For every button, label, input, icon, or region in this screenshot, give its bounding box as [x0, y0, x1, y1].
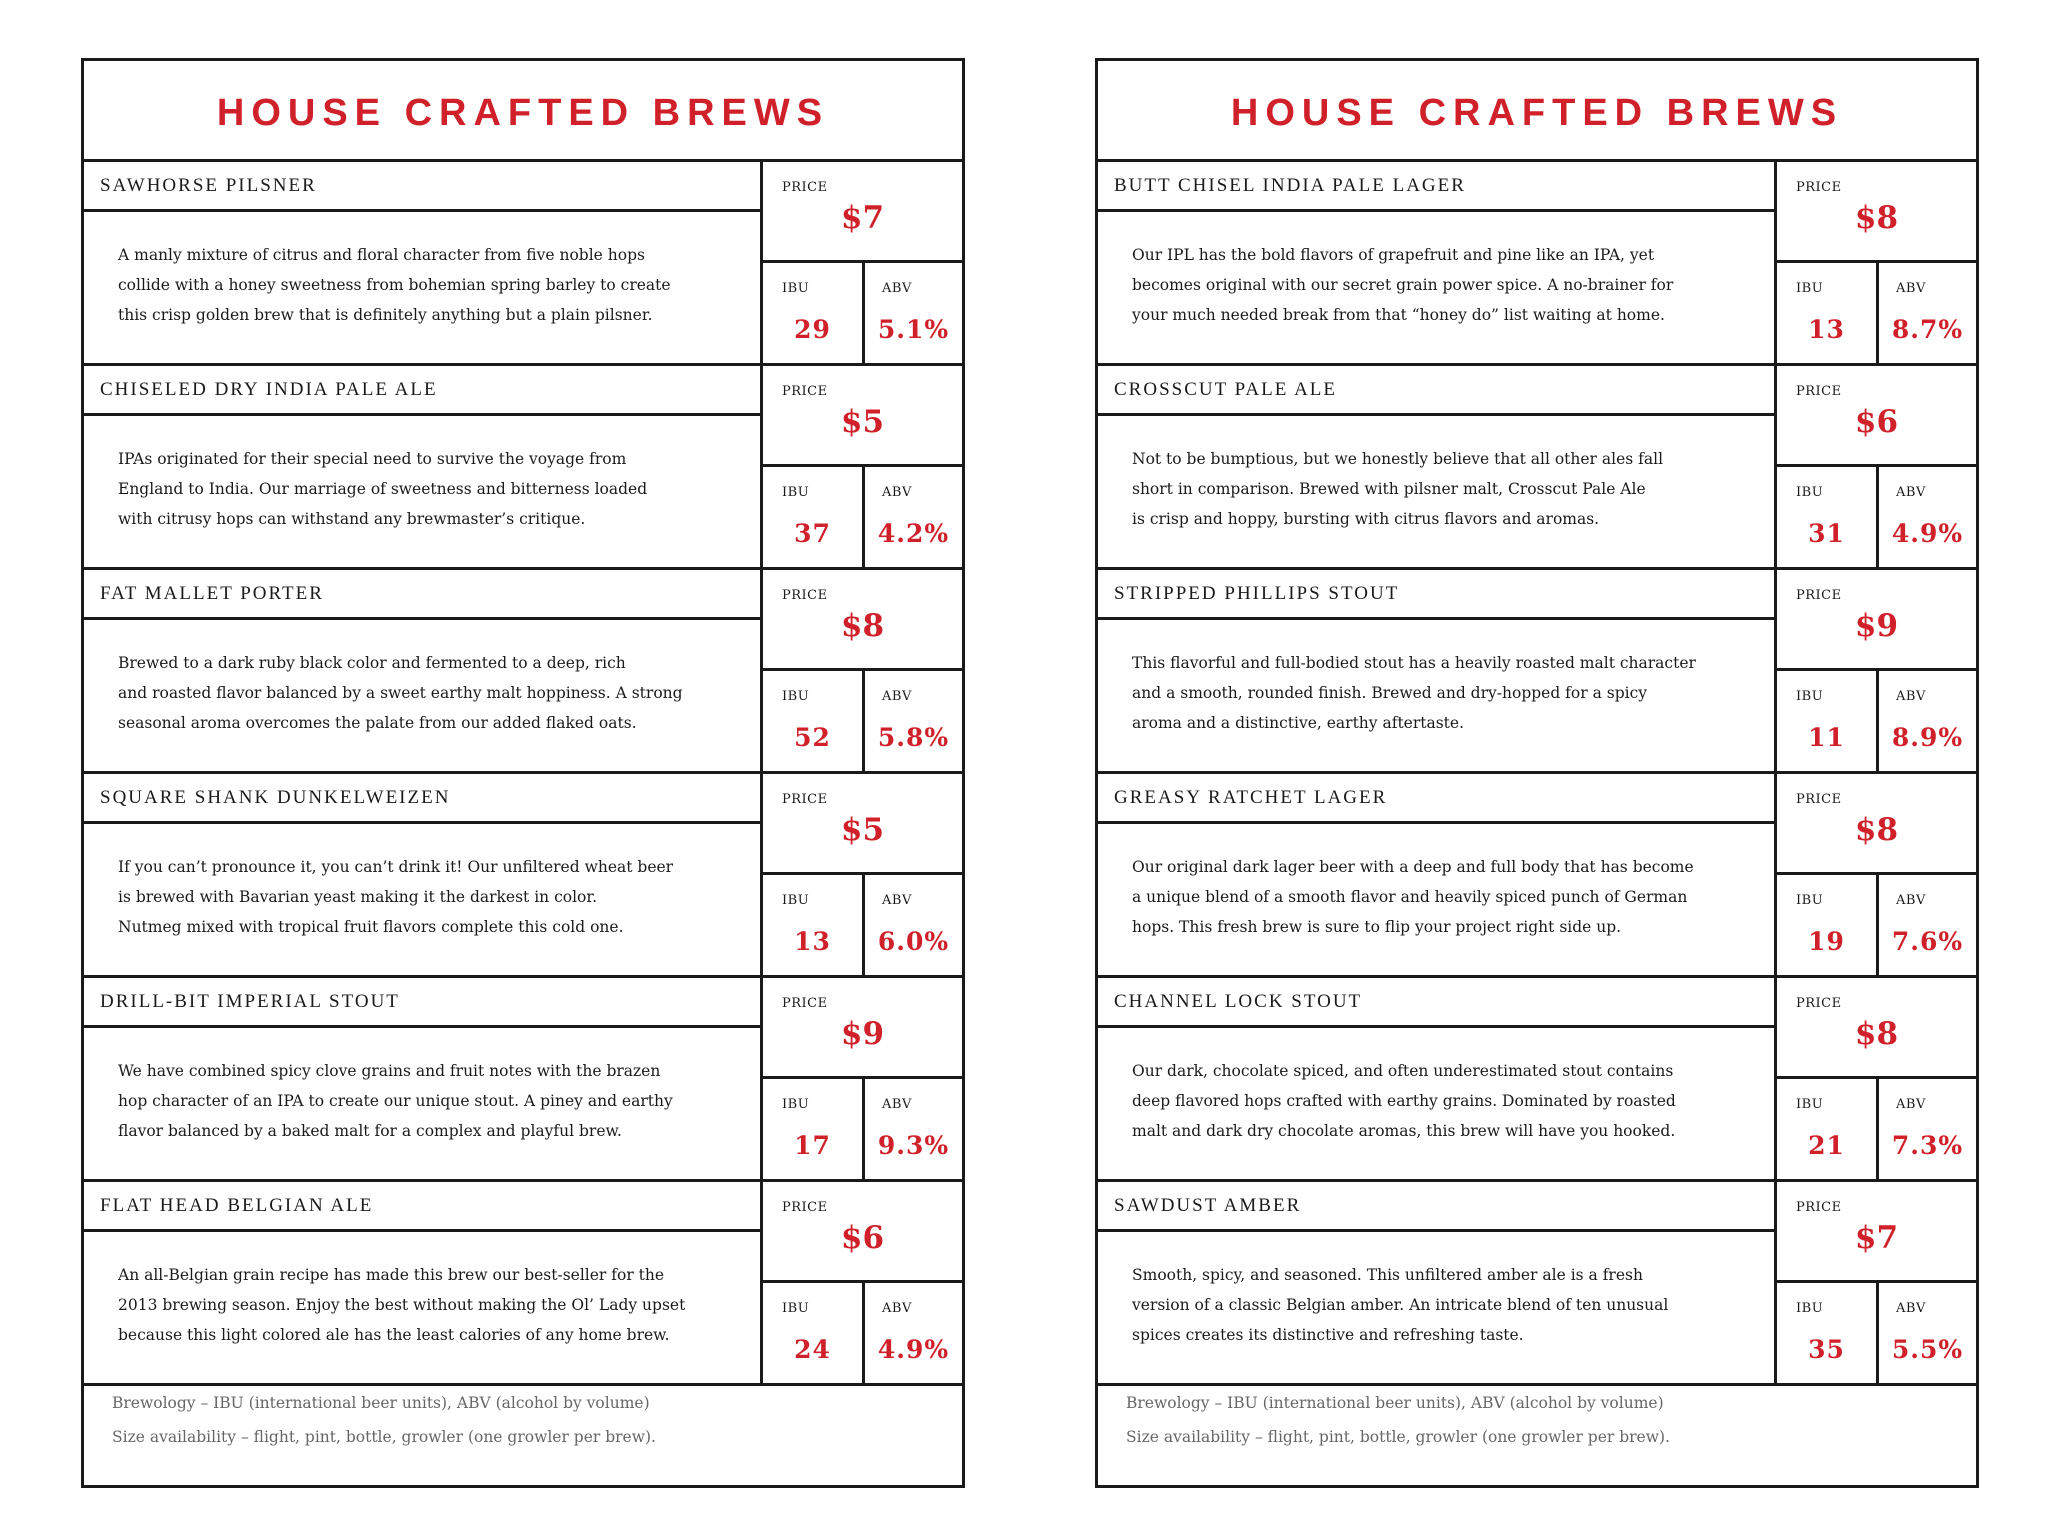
beer-description — [1132, 444, 1752, 534]
abv-cell — [865, 263, 962, 363]
ibu-value: 13 — [1808, 315, 1845, 344]
ibu-cell — [1777, 1079, 1879, 1179]
beer-description — [1132, 1056, 1752, 1146]
ibu-value: 21 — [1808, 1131, 1845, 1160]
abv-cell — [1879, 1283, 1976, 1383]
price-value: $5 — [840, 404, 885, 440]
abv-cell — [1879, 1079, 1976, 1179]
description-line: and a smooth, rounded finish. Brewed and dry-hopped for a spicy — [1132, 684, 1648, 702]
description-line: We have combined spicy clove grains and fruit notes with the brazen — [118, 1062, 661, 1080]
price-label: PRICE — [782, 996, 828, 1011]
description-line: aroma and a distinctive, earthy aftertaste. — [1132, 714, 1465, 732]
ibu-value: 13 — [794, 927, 831, 956]
abv-cell — [1879, 263, 1976, 363]
abv-value: 6.0% — [877, 927, 950, 956]
description-line: because this light colored ale has the least calories of any home brew. — [118, 1326, 670, 1344]
price-label: PRICE — [782, 1200, 828, 1215]
beer-entry — [1098, 978, 1976, 1182]
beer-entry — [1098, 366, 1976, 570]
price-label: PRICE — [782, 180, 828, 195]
left-menu-card — [81, 58, 965, 1488]
description-line: hop character of an IPA to create our unique stout. A piney and earthy — [118, 1092, 673, 1110]
beer-name: FAT MALLET PORTER — [84, 570, 760, 620]
ibu-cell — [763, 1283, 865, 1383]
ibu-label: IBU — [782, 485, 810, 500]
beer-name: BUTT CHISEL INDIA PALE LAGER — [1098, 162, 1774, 212]
beer-entry — [84, 366, 962, 570]
ibu-label: IBU — [782, 1097, 810, 1112]
description-line: this crisp golden brew that is definitely anything but a plain pilsner. — [118, 306, 653, 324]
price-cell — [1777, 162, 1976, 263]
beer-description — [118, 240, 738, 330]
description-line: flavor balanced by a baked malt for a complex and playful brew. — [118, 1122, 622, 1140]
beer-name: DRILL-BIT IMPERIAL STOUT — [84, 978, 760, 1028]
abv-label: ABV — [1896, 1097, 1926, 1112]
beer-stats — [1774, 774, 1976, 975]
beer-stats — [1774, 162, 1976, 363]
beer-stats — [760, 162, 962, 363]
price-label: PRICE — [1796, 180, 1842, 195]
beer-name: GREASY RATCHET LAGER — [1098, 774, 1774, 824]
description-line: seasonal aroma overcomes the palate from our added flaked oats. — [118, 714, 637, 732]
price-label: PRICE — [782, 792, 828, 807]
abv-label: ABV — [1896, 485, 1926, 500]
beer-description — [1132, 648, 1752, 738]
price-cell — [1777, 1182, 1976, 1283]
price-cell — [1777, 570, 1976, 671]
ibu-cell — [763, 875, 865, 975]
price-value: $5 — [840, 812, 885, 848]
abv-value: 8.7% — [1891, 315, 1964, 344]
ibu-label: IBU — [782, 1301, 810, 1316]
ibu-value: 52 — [794, 723, 831, 752]
description-line: with citrusy hops can withstand any brewmaster’s critique. — [118, 510, 586, 528]
beer-name: CROSSCUT PALE ALE — [1098, 366, 1774, 416]
abv-value: 8.9% — [1891, 723, 1964, 752]
beer-entry — [84, 1182, 962, 1386]
price-cell — [1777, 978, 1976, 1079]
ibu-label: IBU — [782, 893, 810, 908]
footer-line: Size availability – flight, pint, bottle, growler (one growler per brew). — [1126, 1428, 1670, 1446]
abv-value: 5.8% — [877, 723, 950, 752]
description-line: Nutmeg mixed with tropical fruit flavors complete this cold one. — [118, 918, 624, 936]
ibu-value: 37 — [794, 519, 831, 548]
abv-value: 9.3% — [877, 1131, 950, 1160]
beer-entry — [84, 570, 962, 774]
price-value: $8 — [840, 608, 885, 644]
price-cell — [1777, 774, 1976, 875]
abv-label: ABV — [882, 281, 912, 296]
price-label: PRICE — [782, 588, 828, 603]
price-value: $8 — [1854, 812, 1899, 848]
abv-cell — [865, 875, 962, 975]
price-label: PRICE — [1796, 384, 1842, 399]
description-line: is brewed with Bavarian yeast making it the darkest in color. — [118, 888, 598, 906]
menu-footer — [112, 1386, 656, 1454]
price-value: $9 — [1854, 608, 1899, 644]
description-line: collide with a honey sweetness from bohemian spring barley to create — [118, 276, 671, 294]
description-line: Brewed to a dark ruby black color and fermented to a deep, rich — [118, 654, 626, 672]
description-line: becomes original with our secret grain power spice. A no-brainer for — [1132, 276, 1674, 294]
ibu-label: IBU — [1796, 689, 1824, 704]
abv-label: ABV — [1896, 281, 1926, 296]
abv-cell — [865, 467, 962, 567]
description-line: is crisp and hoppy, bursting with citrus flavors and aromas. — [1132, 510, 1600, 528]
beer-stats — [1774, 978, 1976, 1179]
beer-entry — [1098, 162, 1976, 366]
beer-stats — [760, 1182, 962, 1383]
price-cell — [1777, 366, 1976, 467]
description-line: Our dark, chocolate spiced, and often underestimated stout contains — [1132, 1062, 1674, 1080]
price-value: $7 — [840, 200, 885, 236]
price-label: PRICE — [1796, 1200, 1842, 1215]
beer-description — [118, 648, 738, 738]
beer-name: STRIPPED PHILLIPS STOUT — [1098, 570, 1774, 620]
beer-name: SAWDUST AMBER — [1098, 1182, 1774, 1232]
price-label: PRICE — [1796, 996, 1842, 1011]
menu-title: HOUSE CRAFTED BREWS — [84, 61, 962, 162]
ibu-value: 19 — [1808, 927, 1845, 956]
abv-cell — [865, 1079, 962, 1179]
beer-description — [1132, 240, 1752, 330]
abv-value: 4.2% — [877, 519, 950, 548]
ibu-value: 31 — [1808, 519, 1845, 548]
price-cell — [763, 366, 962, 467]
beer-description — [118, 1260, 738, 1350]
description-line: IPAs originated for their special need to survive the voyage from — [118, 450, 627, 468]
ibu-cell — [1777, 467, 1879, 567]
ibu-cell — [763, 1079, 865, 1179]
beer-stats — [1774, 570, 1976, 771]
price-label: PRICE — [1796, 792, 1842, 807]
beer-description — [118, 852, 738, 942]
abv-value: 4.9% — [1891, 519, 1964, 548]
abv-cell — [1879, 875, 1976, 975]
price-cell — [763, 1182, 962, 1283]
price-cell — [763, 570, 962, 671]
ibu-label: IBU — [782, 689, 810, 704]
right-menu-card — [1095, 58, 1979, 1488]
ibu-cell — [763, 671, 865, 771]
beer-description — [1132, 852, 1752, 942]
beer-description — [118, 444, 738, 534]
abv-label: ABV — [1896, 1301, 1926, 1316]
beer-entry — [84, 978, 962, 1182]
abv-value: 5.5% — [1891, 1335, 1964, 1364]
menu-title: HOUSE CRAFTED BREWS — [1098, 61, 1976, 162]
description-line: your much needed break from that “honey do” list waiting at home. — [1132, 306, 1665, 324]
price-cell — [763, 774, 962, 875]
description-line: Our original dark lager beer with a deep and full body that has become — [1132, 858, 1694, 876]
beer-name: SAWHORSE PILSNER — [84, 162, 760, 212]
abv-cell — [865, 671, 962, 771]
description-line: spices creates its distinctive and refreshing taste. — [1132, 1326, 1524, 1344]
ibu-label: IBU — [1796, 1301, 1824, 1316]
ibu-label: IBU — [1796, 281, 1824, 296]
ibu-cell — [763, 263, 865, 363]
ibu-cell — [1777, 875, 1879, 975]
description-line: short in comparison. Brewed with pilsner malt, Crosscut Pale Ale — [1132, 480, 1646, 498]
description-line: This flavorful and full-bodied stout has a heavily roasted malt character — [1132, 654, 1696, 672]
ibu-cell — [1777, 1283, 1879, 1383]
ibu-label: IBU — [1796, 1097, 1824, 1112]
ibu-label: IBU — [1796, 893, 1824, 908]
description-line: A manly mixture of citrus and floral character from five noble hops — [118, 246, 645, 264]
abv-label: ABV — [882, 1097, 912, 1112]
beer-stats — [760, 366, 962, 567]
beer-stats — [1774, 366, 1976, 567]
beer-stats — [760, 570, 962, 771]
abv-cell — [1879, 671, 1976, 771]
price-value: $6 — [840, 1220, 885, 1256]
ibu-value: 29 — [794, 315, 831, 344]
price-value: $6 — [1854, 404, 1899, 440]
beer-entry — [84, 774, 962, 978]
abv-label: ABV — [882, 1301, 912, 1316]
abv-label: ABV — [1896, 893, 1926, 908]
abv-label: ABV — [882, 689, 912, 704]
description-line: An all-Belgian grain recipe has made this brew our best-seller for the — [118, 1266, 665, 1284]
abv-label: ABV — [1896, 689, 1926, 704]
beer-entry — [1098, 1182, 1976, 1386]
beer-entry — [1098, 774, 1976, 978]
ibu-cell — [1777, 263, 1879, 363]
description-line: Not to be bumptious, but we honestly believe that all other ales fall — [1132, 450, 1664, 468]
description-line: 2013 brewing season. Enjoy the best without making the Ol’ Lady upset — [118, 1296, 686, 1314]
ibu-value: 11 — [1808, 723, 1845, 752]
beer-description — [118, 1056, 738, 1146]
description-line: If you can’t pronounce it, you can’t drink it! Our unfiltered wheat beer — [118, 858, 674, 876]
abv-cell — [1879, 467, 1976, 567]
price-value: $8 — [1854, 1016, 1899, 1052]
beer-description — [1132, 1260, 1752, 1350]
ibu-value: 35 — [1808, 1335, 1845, 1364]
description-line: Smooth, spicy, and seasoned. This unfiltered amber ale is a fresh — [1132, 1266, 1643, 1284]
footer-line: Size availability – flight, pint, bottle, growler (one growler per brew). — [112, 1428, 656, 1446]
abv-value: 5.1% — [877, 315, 950, 344]
price-value: $8 — [1854, 200, 1899, 236]
price-cell — [763, 978, 962, 1079]
description-line: deep flavored hops crafted with earthy grains. Dominated by roasted — [1132, 1092, 1676, 1110]
menu-footer — [1126, 1386, 1670, 1454]
ibu-cell — [763, 467, 865, 567]
ibu-label: IBU — [1796, 485, 1824, 500]
beer-list — [1098, 162, 1976, 1386]
description-line: Our IPL has the bold flavors of grapefruit and pine like an IPA, yet — [1132, 246, 1655, 264]
ibu-value: 17 — [794, 1131, 831, 1160]
beer-name: FLAT HEAD BELGIAN ALE — [84, 1182, 760, 1232]
ibu-label: IBU — [782, 281, 810, 296]
beer-stats — [760, 774, 962, 975]
beer-stats — [760, 978, 962, 1179]
description-line: version of a classic Belgian amber. An intricate blend of ten unusual — [1132, 1296, 1669, 1314]
abv-value: 4.9% — [877, 1335, 950, 1364]
abv-value: 7.6% — [1891, 927, 1964, 956]
description-line: a unique blend of a smooth flavor and heavily spiced punch of German — [1132, 888, 1688, 906]
price-value: $7 — [1854, 1220, 1899, 1256]
beer-list — [84, 162, 962, 1386]
ibu-value: 24 — [794, 1335, 831, 1364]
footer-line: Brewology – IBU (international beer units), ABV (alcohol by volume) — [112, 1394, 650, 1412]
price-value: $9 — [840, 1016, 885, 1052]
abv-cell — [865, 1283, 962, 1383]
abv-value: 7.3% — [1891, 1131, 1964, 1160]
price-cell — [763, 162, 962, 263]
ibu-cell — [1777, 671, 1879, 771]
description-line: England to India. Our marriage of sweetness and bitterness loaded — [118, 480, 648, 498]
description-line: and roasted flavor balanced by a sweet earthy malt hoppiness. A strong — [118, 684, 683, 702]
beer-entry — [1098, 570, 1976, 774]
beer-entry — [84, 162, 962, 366]
footer-line: Brewology – IBU (international beer units), ABV (alcohol by volume) — [1126, 1394, 1664, 1412]
description-line: malt and dark dry chocolate aromas, this brew will have you hooked. — [1132, 1122, 1676, 1140]
price-label: PRICE — [782, 384, 828, 399]
beer-stats — [1774, 1182, 1976, 1383]
beer-name: SQUARE SHANK DUNKELWEIZEN — [84, 774, 760, 824]
beer-name: CHISELED DRY INDIA PALE ALE — [84, 366, 760, 416]
price-label: PRICE — [1796, 588, 1842, 603]
abv-label: ABV — [882, 485, 912, 500]
description-line: hops. This fresh brew is sure to flip your project right side up. — [1132, 918, 1622, 936]
abv-label: ABV — [882, 893, 912, 908]
beer-name: CHANNEL LOCK STOUT — [1098, 978, 1774, 1028]
